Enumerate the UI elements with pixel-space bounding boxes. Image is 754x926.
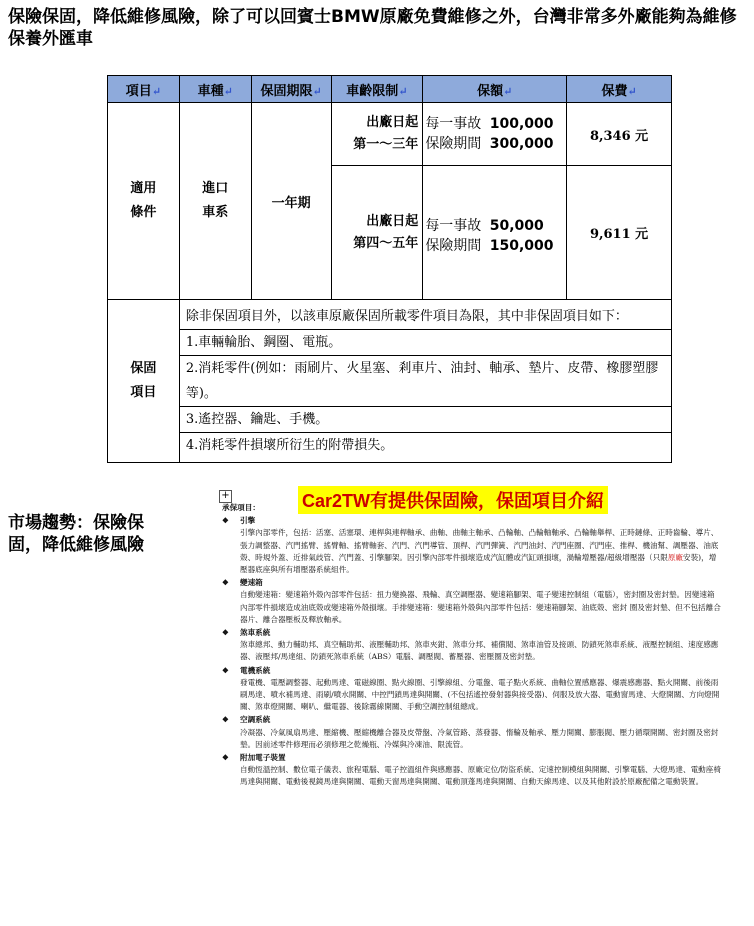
age-cell-2: 出廠日起 第四～五年 <box>331 166 423 300</box>
diamond-bullet-icon: ❖ <box>222 516 229 526</box>
table-header-row <box>108 76 672 103</box>
document-body <box>222 502 722 789</box>
age-cell-1: 出廠日起 第一～三年 <box>331 103 423 166</box>
section-text: 冷凝器、冷氣風扇馬達、壓縮機、壓縮機離合器及皮帶盤、冷氣管路、蒸發器、惰輪及軸承、壓力開關、膨脹閥、壓力循環開關、密封圈及密封墊。因前述零件修理而必須修理之乾燥瓶、冷媒與冷凍油、限流管。 <box>240 727 719 749</box>
warranty-table <box>107 75 672 463</box>
section-title: ❖ 電機系統 <box>222 665 722 677</box>
section-title: ❖ 煞車系統 <box>222 627 722 639</box>
header-item: 項目↵ <box>108 76 180 103</box>
header-premium: 保費↵ <box>567 76 672 103</box>
header-age-limit: 車齡限制↵ <box>331 76 423 103</box>
header-coverage: 保額↵ <box>423 76 567 103</box>
coverage-cell-2: 每一事故 50,000 保險期間 150,000 <box>423 166 567 300</box>
document-heading: 承保項目： <box>222 503 260 512</box>
coverage-cell-1: 每一事故 100,000 保險期間 300,000 <box>423 103 567 166</box>
expand-icon[interactable]: + <box>219 490 232 503</box>
diamond-bullet-icon: ❖ <box>222 753 229 763</box>
market-trend-title: 市場趨勢：保險保固，降低維修風險 <box>8 513 144 555</box>
premium-cell-2: 9,611 元 <box>567 166 672 300</box>
intro-text: 保險保固，降低維修風險，除了可以回賓士BMW原廠免費維修之外，台灣非常多外廠能夠為維修保養外匯車 <box>8 7 737 49</box>
diamond-bullet-icon: ❖ <box>222 665 229 675</box>
car2tw-banner: Car2TW有提供保固險，保固項目介紹 <box>298 486 608 514</box>
section-text: 發電機、電壓調整器、起動馬達、電磁線圈、點火線圈、引擎線組、分電盤、電子點火系統、曲軸位置感應器、爆震感應器、點火開關、前後雨刷馬達、噴水補馬達、雨刷/噴水開關、中控門鎖馬達與開關、(不包括遙控發射器與接受器)、伺服及放大器、電動窗馬達、大燈開關、方向燈開關、煞車燈開關、喇叭、繼電器、後除霧線開關、手動空調控制組總成。 <box>240 677 720 712</box>
section-title: ❖ 附加電子裝置 <box>222 752 722 764</box>
warranty-item-line: 1.車輛輪胎、鋼圈、電瓶。 <box>180 330 671 356</box>
section-title: ❖ 引擎 <box>222 515 722 527</box>
section-text: 引擎內部零件，包括：活塞、活塞環、連桿與連桿軸承、曲軸、曲軸主軸承、凸輪軸、凸輪軸軸承、凸輪軸舉桿、正時鏈條、正時齒輪、導片、張力調整器、汽門搖臂、搖臂軸、搖臂軸套、汽門、汽門導管、頂桿、汽門彈簧、汽門油封、汽門座圈、汽門座、推桿、機油幫、調壓器、油底殼、時規外蓋、近排氣歧管、汽門蓋、引擎腳架。因引擎內部零件損壞造成汽缸體或汽缸頭損壞，渦輪增壓器/超級增壓器（只限原廠安裝)，增壓器底座與所有增壓器系統組件。 <box>240 528 719 575</box>
section-text: 自動恆溫控制、數位電子儀表、旅程電腦、電子控溫組件與感應器、原廠定位/防盜系統、定速控制模組與開關、引擎電腦、大燈馬達、電動座椅馬達與開關、電動後視鏡馬達與開關、電動天窗馬達與開關、電動頂蓬馬達與開關、自動天線馬達、以及其他附設於原廠配備之電動裝置。 <box>240 765 721 787</box>
diamond-bullet-icon: ❖ <box>222 628 229 638</box>
section-title: ❖ 變速箱 <box>222 577 722 589</box>
warranty-item-line: 4.消耗零件損壞所衍生的附帶損失。 <box>185 438 394 453</box>
warranty-items-cell <box>179 300 671 463</box>
item-applicable: 適用 條件 <box>108 103 180 300</box>
header-period: 保固期限↵ <box>251 76 331 103</box>
table-row <box>108 103 672 166</box>
section-title: ❖ 空調系統 <box>222 714 722 726</box>
diamond-bullet-icon: ❖ <box>222 715 229 725</box>
section-text: 自動變速箱：變速箱外殼內部零件包括：扭力變換器、飛輪、真空調壓器、變速箱腳架、電子變速控制組（電腦），密封圈及密封墊。因變速箱內部零件損壞造成油底殼或變速箱外殼損壞。手排變速箱：變速箱外殼與內部零件包括：變速箱腳架、油底殼、密封 圈及密封墊、但不包括離合器片、離合器壓板及釋放軸承。 <box>240 590 721 624</box>
warranty-item-line: 除非保固項目外，以該車原廠保固所載零件項目為限，其中非保固項目如下： <box>180 304 671 330</box>
car-type-cell: 進口 車系 <box>179 103 251 300</box>
section-text: 煞車總邦、動力輔助邦、真空輔助邦、液壓輔助邦、煞車夾鉗、煞車分邦、補償閥、煞車油管及接頭、防鎖死煞車系統、液壓控制組、速度感應器、液壓邦/馬達組、防鎖死煞車系統（ABS）電腦、調壓閥、蓄壓器、密壓圈及密封墊。 <box>240 640 719 662</box>
coverage-document <box>178 482 742 926</box>
header-car-type: 車種↵ <box>179 76 251 103</box>
premium-cell-1: 8,346 元 <box>567 103 672 166</box>
table-row <box>108 300 672 463</box>
period-cell: 一年期 <box>251 103 331 300</box>
item-warranty: 保固 項目 <box>108 300 180 463</box>
warranty-item-line: 3.遙控器、鑰匙、手機。 <box>180 407 671 433</box>
warranty-item-line: 2.消耗零件(例如：雨刷片、火星塞、剎車片、油封、軸承、墊片、皮帶、橡膠塑膠等)。 <box>180 356 671 407</box>
diamond-bullet-icon: ❖ <box>222 578 229 588</box>
